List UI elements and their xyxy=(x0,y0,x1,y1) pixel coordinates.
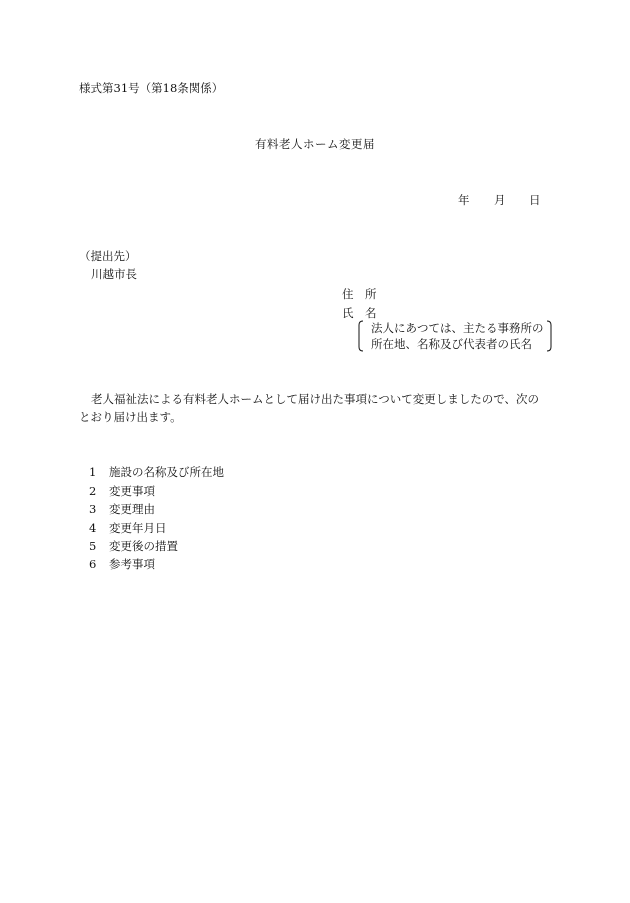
date-day-label: 日 xyxy=(529,193,541,207)
list-item-label: 施設の名称及び所在地 xyxy=(109,465,224,479)
list-item-number: 3 xyxy=(89,502,97,516)
body-text-line-1: 老人福祉法による有料老人ホームとして届け出た事項について変更しましたので、次の xyxy=(91,392,540,406)
list-item xyxy=(89,464,224,480)
left-bracket-icon xyxy=(356,320,364,352)
address-label: 住 所 xyxy=(342,287,377,301)
body-text-line-2: とおり届け出ます。 xyxy=(79,410,182,424)
date-month-label: 月 xyxy=(494,193,506,207)
date-year-label: 年 xyxy=(458,193,470,207)
list-item xyxy=(89,501,155,517)
document-title: 有料老人ホーム変更届 xyxy=(255,137,375,151)
submit-to-label: （提出先） xyxy=(79,249,137,263)
form-number: 様式第31号（第18条関係） xyxy=(79,81,224,95)
name-label: 氏 名 xyxy=(342,306,377,320)
list-item-label: 変更年月日 xyxy=(109,521,167,535)
list-item-label: 参考事項 xyxy=(109,557,155,571)
list-item-label: 変更後の措置 xyxy=(109,539,178,553)
right-bracket-icon xyxy=(546,320,554,352)
corporate-note-line-1: 法人にあつては、主たる事務所の xyxy=(371,321,544,335)
corporate-note-line-2: 所在地、名称及び代表者の氏名 xyxy=(371,337,532,351)
list-item xyxy=(89,520,167,536)
list-item-label: 変更理由 xyxy=(109,502,155,516)
list-item-number: 2 xyxy=(89,484,97,498)
corporate-note xyxy=(356,320,554,352)
list-item xyxy=(89,556,155,572)
list-item xyxy=(89,538,178,554)
recipient: 川越市長 xyxy=(91,267,137,281)
list-item-number: 5 xyxy=(89,539,97,553)
list-item-label: 変更事項 xyxy=(109,484,155,498)
list-item-number: 6 xyxy=(89,557,97,571)
list-item-number: 4 xyxy=(89,521,97,535)
list-item xyxy=(89,483,155,499)
list-item-number: 1 xyxy=(89,465,97,479)
